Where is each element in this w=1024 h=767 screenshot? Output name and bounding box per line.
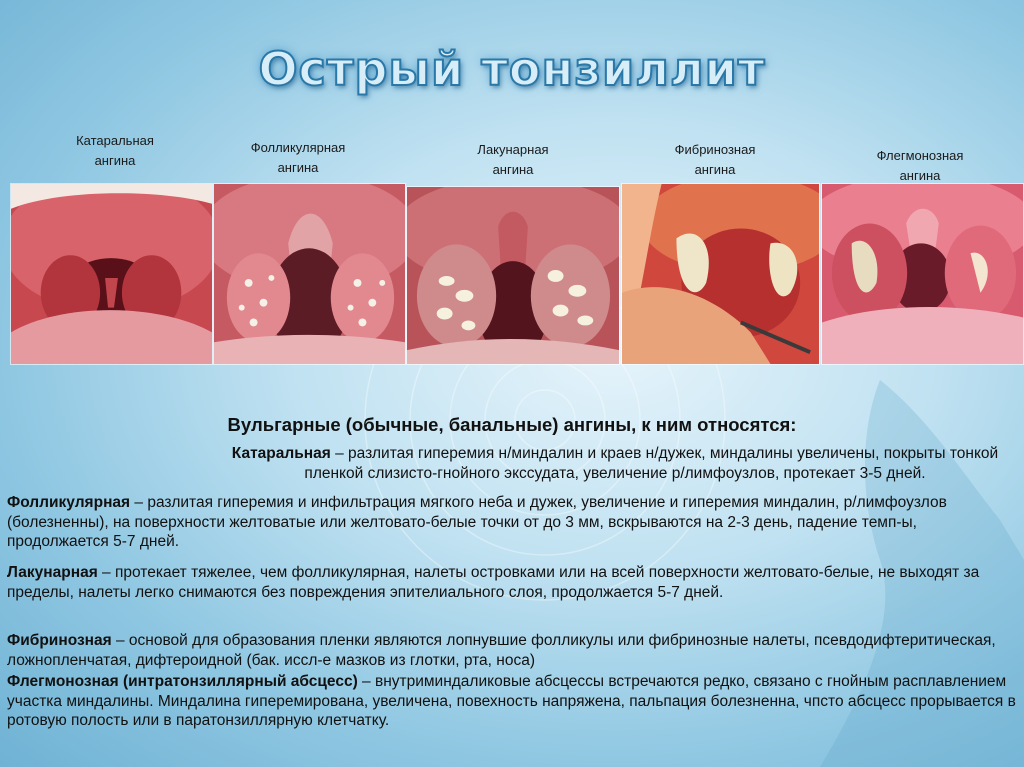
caption-catarrhal [55, 131, 175, 171]
item-term: Фолликулярная [7, 494, 131, 511]
fibrinous-throat-photo [621, 183, 820, 365]
item-term: Лакунарная [7, 564, 98, 581]
follicular-throat-photo [213, 183, 406, 365]
item-fibrinous [7, 631, 1019, 670]
caption-line: Фолликулярная [250, 140, 346, 155]
item-term: Катаральная [231, 445, 331, 462]
caption-line: ангина [899, 168, 941, 183]
caption-line: Катаральная [76, 133, 154, 148]
caption-line: ангина [277, 160, 319, 175]
caption-phlegmonous [850, 146, 990, 186]
caption-line: ангина [492, 162, 534, 177]
catarrhal-throat-photo [10, 183, 213, 365]
item-text: – внутриминдаликовые абсцессы встречаются редко, связано с гнойным расплавлением участка миндалины. Миндалина гиперемирована, увеличена, повехность напряжена, пальпация болезненна, чпсто абсцесс прорывается в ротовую полость или в паратонзиллярную клетчатку. [7, 673, 1016, 730]
caption-fibrinous [645, 140, 785, 180]
item-catarrhal [210, 444, 1020, 483]
caption-lacunar [443, 140, 583, 180]
item-term: Флегмонозная (интратонзиллярный абсцесс) [7, 673, 358, 690]
item-text: – разлитая гиперемия н/миндалин и краев н/дужек, миндалины увеличены, покрыты тонкой пленкой слизисто-гнойного экссудата, увеличение р/лимфоузлов, протекает 3-5 дней. [304, 445, 999, 482]
section-heading: Вульгарные (обычные, банальные) ангины, к ним относятся: [227, 414, 797, 435]
caption-line: Фибринозная [674, 142, 756, 157]
lacunar-throat-photo [406, 186, 620, 365]
item-lacunar [7, 563, 1019, 602]
item-follicular [7, 493, 1019, 552]
caption-line: ангина [694, 162, 736, 177]
item-term: Фибринозная [7, 632, 112, 649]
caption-line: Лакунарная [477, 142, 549, 157]
phlegmonous-throat-photo [821, 183, 1024, 365]
item-phlegmonous [7, 672, 1019, 731]
caption-follicular [228, 138, 368, 178]
caption-line: ангина [94, 153, 136, 168]
item-text: – основой для образования пленки являются лопнувшие фолликулы или фибринозные налеты, псевдодифтеритическая, ложнопленчатая, дифтероидной (бак. иссл-е мазков из глотки, рта, носа) [7, 632, 996, 669]
item-text: – разлитая гиперемия и инфильтрация мягкого неба и дужек, увеличение и гиперемия миндалин, р/лимфоузлов (болезненны), на поверхности желтоватые или желтовато-белые точки от до 3 мм, вскрываются на 2-3 день, падение темп-ы, продолжается 5-7 дней. [7, 494, 947, 551]
slide-title: Острый тонзиллит [258, 42, 766, 96]
item-text: – протекает тяжелее, чем фолликулярная, налеты островками или на всей поверхности желтовато-белые, не выходят за пределы, налеты легко снимаются без повреждения эпителиального слоя, продолжается 5-7 дней. [7, 564, 980, 601]
caption-line: Флегмонозная [876, 148, 964, 163]
